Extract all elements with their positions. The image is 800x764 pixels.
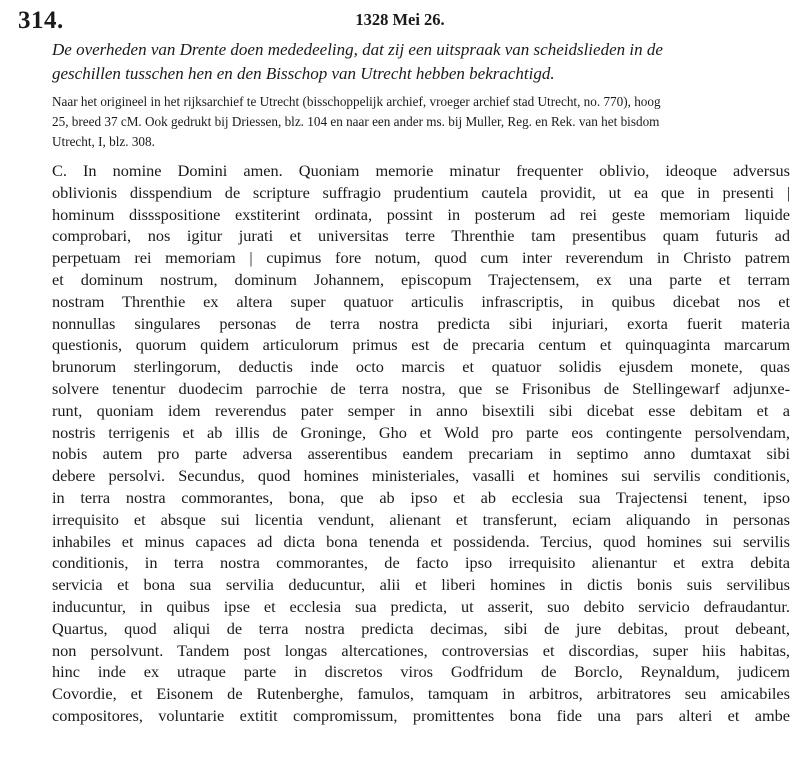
- charter-line: nobis autem pro parte adversa asserentibus eandem precariam in septimo anno dumtaxat sibi: [52, 444, 790, 464]
- charter-line: Quartus, quod aliqui de terra nostra predicta decimas, sibi de jure debitas, prout debeant,: [52, 618, 790, 638]
- charter-line: inhabiles et minus capaces ad dicta bona tenenda et possidenda. Tercius, quod homines sui servilis: [52, 531, 790, 551]
- charter-line: solvere tenentur duodecim parrochie de terra nostra, que se Frisonibus de Stellingewarf adjunxe-: [52, 378, 790, 398]
- charter-line: hinc inde ex utraque parte in discretos viros Godfridum de Borclo, Reynaldum, judicem: [52, 662, 790, 682]
- source-note-line: Utrecht, I, blz. 308.: [52, 134, 155, 149]
- charter-text: [52, 160, 790, 727]
- charter-line: nonnullas singulares personas de terra nostra predicta sibi injuriari, exorta fuerit materia: [52, 313, 790, 333]
- charter-line: in terra nostra commorantes, bona, que ab ipso et ab ecclesia sua Trajectensi tenent, ipso: [52, 487, 790, 507]
- charter-line: et dominum nostrum, dominum Johannem, episcopum Trajectensem, ex una parte et terram: [52, 269, 790, 289]
- charter-line: runt, quoniam idem reverendus pater semper in anno bisextili sibi dicebat esse debitam et a: [52, 400, 790, 420]
- charter-line: servicia et bona sua servilia deducuntur, alii et liberi homines in dictis bonis suis servilibus: [52, 575, 790, 595]
- summary-line: De overheden van Drente doen mededeeling, dat zij een uitspraak van scheidslieden in de: [52, 40, 663, 59]
- charter-line: conditionis, in terra nostra commorantes, de facto ipso irrequisito alienantur et extra debita: [52, 553, 790, 573]
- document-summary: [52, 38, 780, 86]
- source-note-line: Naar het origineel in het rijksarchief te Utrecht (bisschoppelijk archief, vroeger archief stad Utrecht, no. 770), hoog: [52, 94, 661, 109]
- document-number: 314.: [18, 7, 64, 34]
- charter-line: nostram Threnthie ex altera super quatuor articulis infrascriptis, in quibus dicebat nos et: [52, 291, 790, 311]
- charter-line: inducuntur, in quibus ipse et ecclesia sua predicta, ut asserit, suo debito servicio defraudantur.: [52, 596, 790, 616]
- document-date: 1328 Mei 26.: [355, 10, 445, 29]
- charter-line: nostris terrigenis et ab illis de Groninge, Gho et Wold pro parte eos contingente persolvendam,: [52, 422, 790, 442]
- charter-line: questionis, quorum quidem articulorum primus est de precaria centum et quinquaginta marcarum: [52, 335, 790, 355]
- charter-line: C. In nomine Domini amen. Quoniam memorie minatur frequenter oblivio, ideoque adversus: [52, 161, 790, 180]
- charter-line: Covordie, et Eisonem de Rutenberghe, famulos, tamquam in arbitros, arbitratores seu amicabiles: [52, 684, 790, 704]
- charter-line: perpetuam rei memoriam | cupimus fore notum, quod cum inter reverendum in Christo patrem: [52, 248, 790, 268]
- source-note-line: 25, breed 37 cM. Ook gedrukt bij Driessen, blz. 104 en naar een ander ms. bij Muller, Reg. en Rek. van het bisdom: [52, 114, 660, 129]
- charter-line: compositores, voluntarie extitit compromissum, promittentes bona fide una pars alteri et ambe: [52, 705, 790, 725]
- charter-line: debere persolvi. Secundus, quod homines ministeriales, vasalli et homines sui servilis conditionis,: [52, 466, 790, 486]
- charter-line: comprobari, nos igitur jurati et universitas terre Threnthie tam presentibus quam futuris ad: [52, 226, 790, 246]
- charter-line: non persolvunt. Tandem post longas altercationes, controversias et discordias, super hiis habitas,: [52, 640, 790, 660]
- charter-line: brunorum sterlingorum, deductis inde octo marcis et quatuor solidis ejusdem monete, quas: [52, 357, 790, 377]
- summary-line: geschillen tusschen hen en den Bisschop van Utrecht hebben bekrachtigd.: [52, 64, 555, 83]
- charter-line: hominum dissspositione exstiterint ordinata, possint in posterum ad rei geste memoriam liquide: [52, 204, 790, 224]
- source-note: [52, 92, 782, 152]
- charter-line: irrequisito et absque sui licentia vendunt, alienant et transferunt, eciam aliquando in personas: [52, 509, 790, 529]
- charter-line: oblivionis disspendium de scripture suffragio prudentium cautela providit, ut ea que in presenti |: [52, 182, 790, 202]
